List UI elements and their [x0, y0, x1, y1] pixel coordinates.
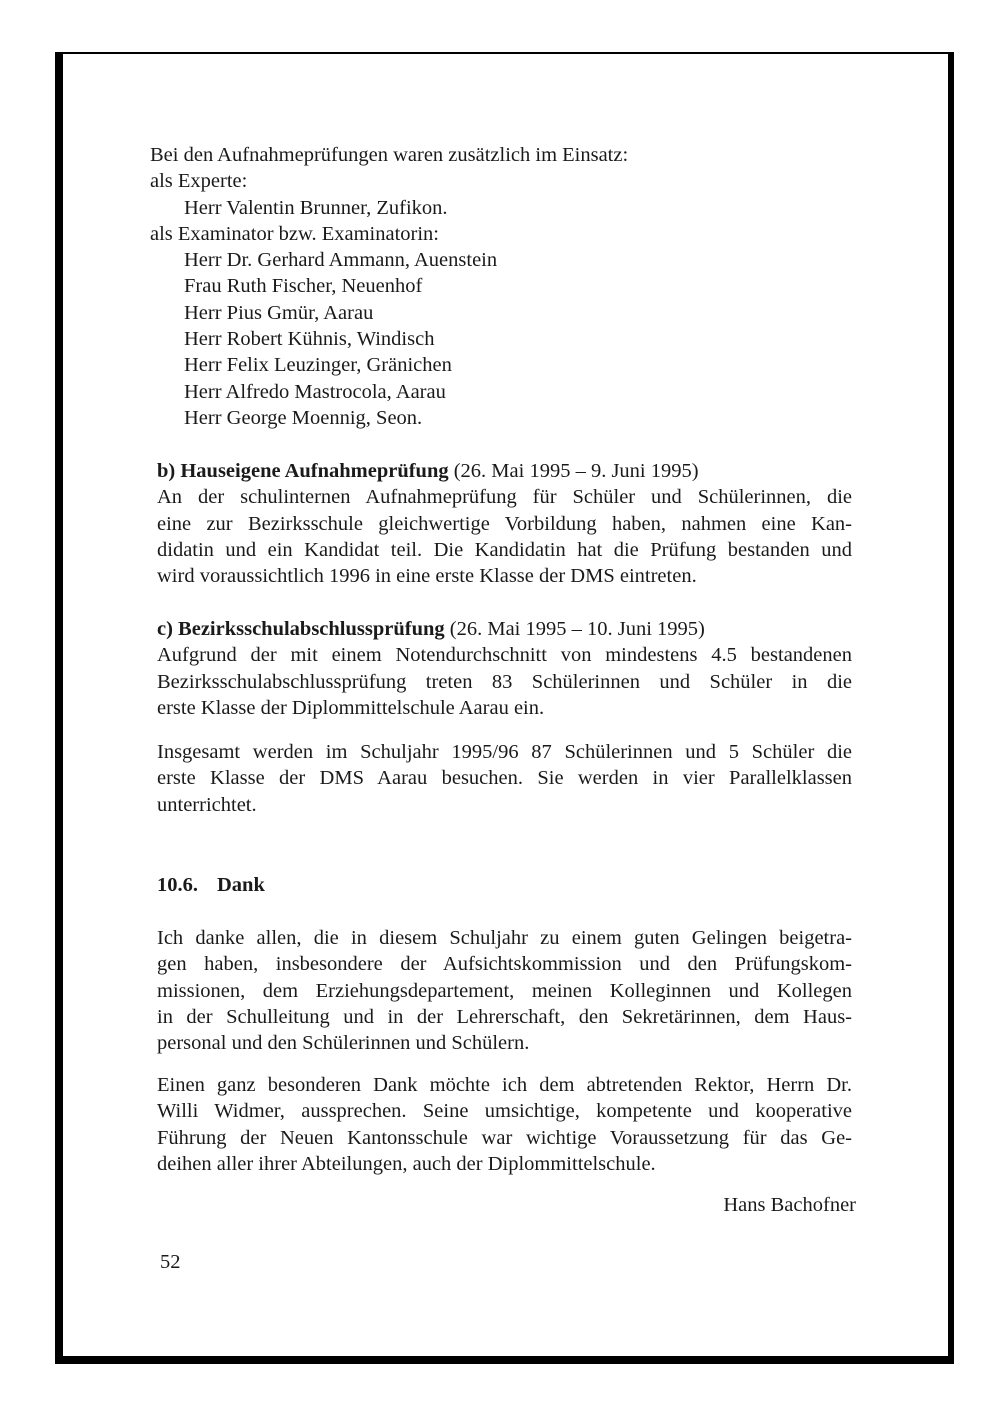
- section-c-line: Aufgrund der mit einem Notendurchschnitt von mindestens 4.5 bestandenen: [157, 644, 852, 667]
- section-b-dates: (26. Mai 1995 – 9. Juni 1995): [448, 460, 699, 482]
- summary-line: Insgesamt werden im Schuljahr 1995/96 87 Schülerinnen und 5 Schüler die: [157, 741, 852, 763]
- experts-intro: Bei den Aufnahmeprüfungen waren zusätzlich im Einsatz:: [150, 144, 629, 166]
- summary-paragraph: [157, 739, 852, 818]
- section-b-line: eine zur Bezirksschule gleichwertige Vorbildung haben, nahmen eine Kan-: [157, 512, 852, 535]
- dank-number: 10.6.: [157, 874, 198, 896]
- section-b-title: b) Hauseigene Aufnahmeprüfung: [157, 460, 449, 482]
- section-c-line: erste Klasse der Diplommittelschule Aarau ein.: [157, 696, 545, 719]
- dank-line: in der Schulleitung und in der Lehrerschaft, den Sekretärinnen, dem Haus-: [157, 1005, 852, 1028]
- section-b-line: wird voraussichtlich 1996 in eine erste Klasse der DMS eintreten.: [157, 565, 697, 588]
- section-c-heading: [157, 616, 852, 642]
- dank-heading: [157, 874, 265, 897]
- examiner-item: Herr Felix Leuzinger, Gränichen: [184, 354, 452, 377]
- examiner-label: als Examinator bzw. Examinatorin:: [150, 222, 440, 245]
- dank-paragraph-1: [157, 925, 852, 1056]
- dank-line: personal und den Schülerinnen und Schülern.: [157, 1032, 530, 1055]
- expert-label: als Experte:: [150, 170, 248, 193]
- examiner-item: Herr Alfredo Mastrocola, Aarau: [184, 380, 446, 403]
- dank-line: missionen, dem Erziehungsdepartement, meinen Kolleginnen und Kollegen: [157, 979, 852, 1002]
- dank-title: Dank: [217, 874, 265, 896]
- dank-line: Ich danke allen, die in diesem Schuljahr zu einem guten Gelingen beigetra-: [157, 927, 852, 949]
- summary-line: unterrichtet.: [157, 793, 257, 816]
- summary-line: erste Klasse der DMS Aarau besuchen. Sie werden in vier Parallelklassen: [157, 767, 852, 790]
- section-b-line: didatin und ein Kandidat teil. Die Kandidatin hat die Prüfung bestanden und: [157, 538, 852, 561]
- dank-paragraph-2: [157, 1072, 852, 1177]
- dank-line: gen haben, insbesondere der Aufsichtskommission und den Prüfungskom-: [157, 953, 852, 976]
- examiner-item: Herr Dr. Gerhard Ammann, Auenstein: [184, 249, 498, 272]
- examiner-item: Herr Robert Kühnis, Windisch: [184, 328, 435, 351]
- section-c-title: c) Bezirksschulabschlussprüfung: [157, 618, 445, 640]
- examiner-item: Frau Ruth Fischer, Neuenhof: [184, 275, 423, 298]
- section-b: [157, 458, 852, 589]
- page-number: 52: [160, 1251, 181, 1273]
- section-c-line: Bezirksschulabschlussprüfung treten 83 Schülerinnen und Schüler in die: [157, 670, 852, 693]
- experts-block: [150, 142, 850, 431]
- examiner-item: Herr Pius Gmür, Aarau: [184, 301, 374, 324]
- expert-name: Herr Valentin Brunner, Zufikon.: [184, 196, 448, 219]
- section-c-dates: (26. Mai 1995 – 10. Juni 1995): [444, 618, 705, 640]
- section-b-heading: [157, 458, 852, 484]
- dank-line: deihen aller ihrer Abteilungen, auch der Diplommittelschule.: [157, 1152, 656, 1175]
- dank-line: Führung der Neuen Kantonsschule war wichtige Voraussetzung für das Ge-: [157, 1126, 852, 1149]
- dank-line: Einen ganz besonderen Dank möchte ich dem abtretenden Rektor, Herrn Dr.: [157, 1074, 852, 1096]
- dank-line: Willi Widmer, aussprechen. Seine umsichtige, kompetente und kooperative: [157, 1100, 852, 1123]
- examiner-item: Herr George Moennig, Seon.: [184, 406, 423, 429]
- section-c: [157, 616, 852, 721]
- section-b-line: An der schulinternen Aufnahmeprüfung für Schüler und Schülerinnen, die: [157, 486, 852, 509]
- signature: Hans Bachofner: [723, 1194, 856, 1216]
